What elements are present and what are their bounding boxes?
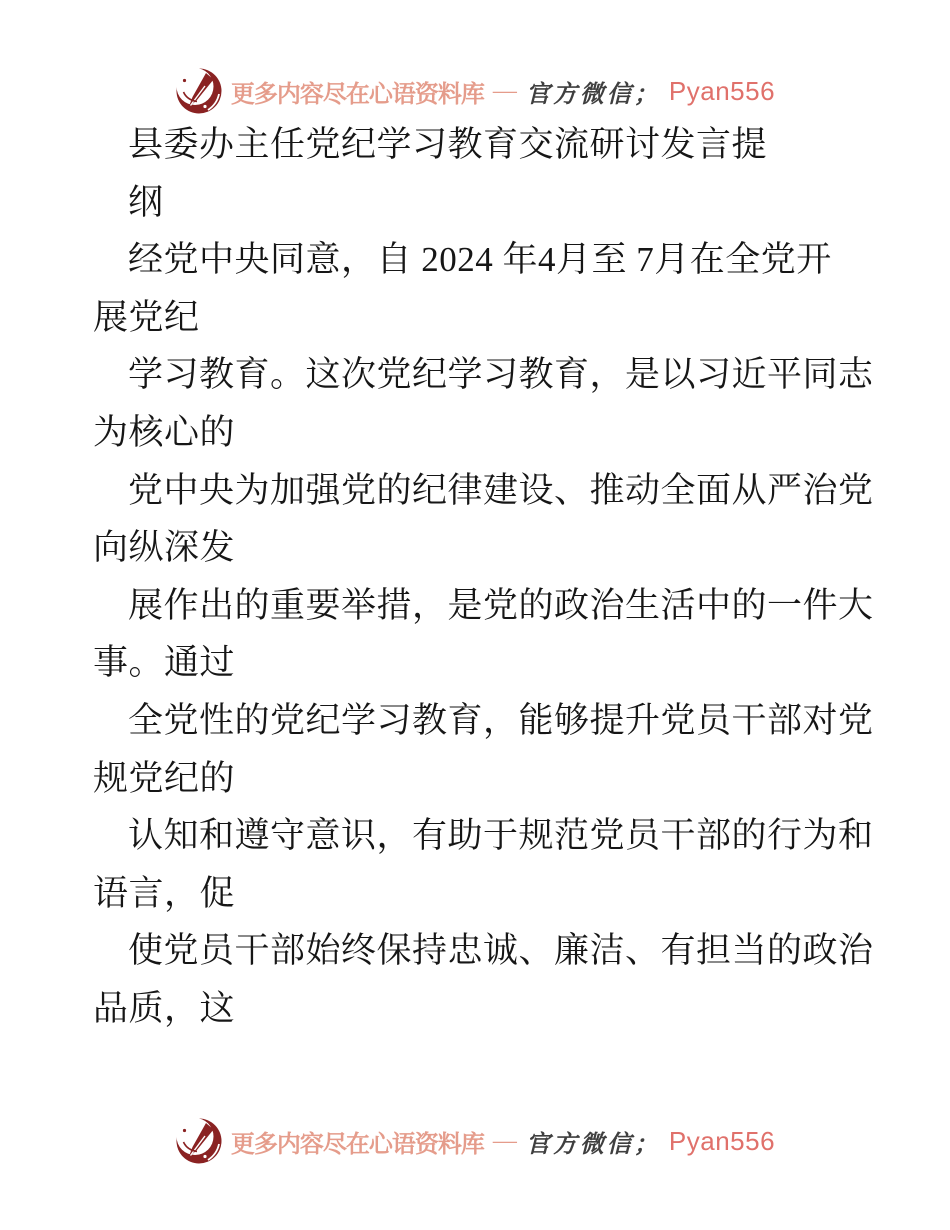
brand-slogan: 更多内容尽在心语资料库 [230, 1131, 484, 1158]
header-watermark [0, 66, 950, 116]
text-line: 认知和遵守意识，有助于规范党员干部的行为和 [128, 816, 874, 856]
text-line: 学习教育。这次党纪学习教育，是以习近平同志 [128, 355, 874, 395]
brand-dash: — [492, 1127, 517, 1154]
text-line: 纲 [128, 182, 164, 222]
text-line: 展党纪 [93, 297, 200, 337]
wechat-account: Pyan556 [668, 75, 776, 106]
text-line: 党中央为加强党的纪律建设、推动全面从严治党 [128, 470, 874, 510]
text-line: 使党员干部始终保持忠诚、廉洁、有担当的政治 [128, 931, 874, 971]
wechat-account: Pyan556 [668, 1125, 776, 1156]
footer-watermark [0, 1116, 950, 1166]
wechat-label: 官方微信； [525, 81, 661, 108]
text-line: 全党性的党纪学习教育，能够提升党员干部对党 [128, 700, 874, 740]
document-body [93, 116, 874, 1038]
text-line: 经党中央同意，自 2024 年4月至 7月在全党开 [128, 240, 832, 280]
text-line: 事。通过 [93, 643, 236, 683]
text-line: 县委办主任党纪学习教育交流研讨发言提 [128, 125, 768, 164]
pen-swirl-logo-icon [175, 1117, 223, 1165]
brand-slogan: 更多内容尽在心语资料库 [230, 81, 484, 108]
text-line: 品质，这 [93, 988, 236, 1028]
text-line: 规党纪的 [93, 758, 236, 798]
text-line: 展作出的重要举措，是党的政治生活中的一件大 [128, 585, 874, 625]
brand-dash: — [492, 77, 517, 104]
text-line: 向纵深发 [93, 528, 236, 568]
text-line: 语言，促 [93, 873, 236, 913]
pen-swirl-logo-icon [175, 67, 223, 115]
text-line: 为核心的 [93, 412, 236, 452]
wechat-label: 官方微信； [525, 1131, 661, 1158]
